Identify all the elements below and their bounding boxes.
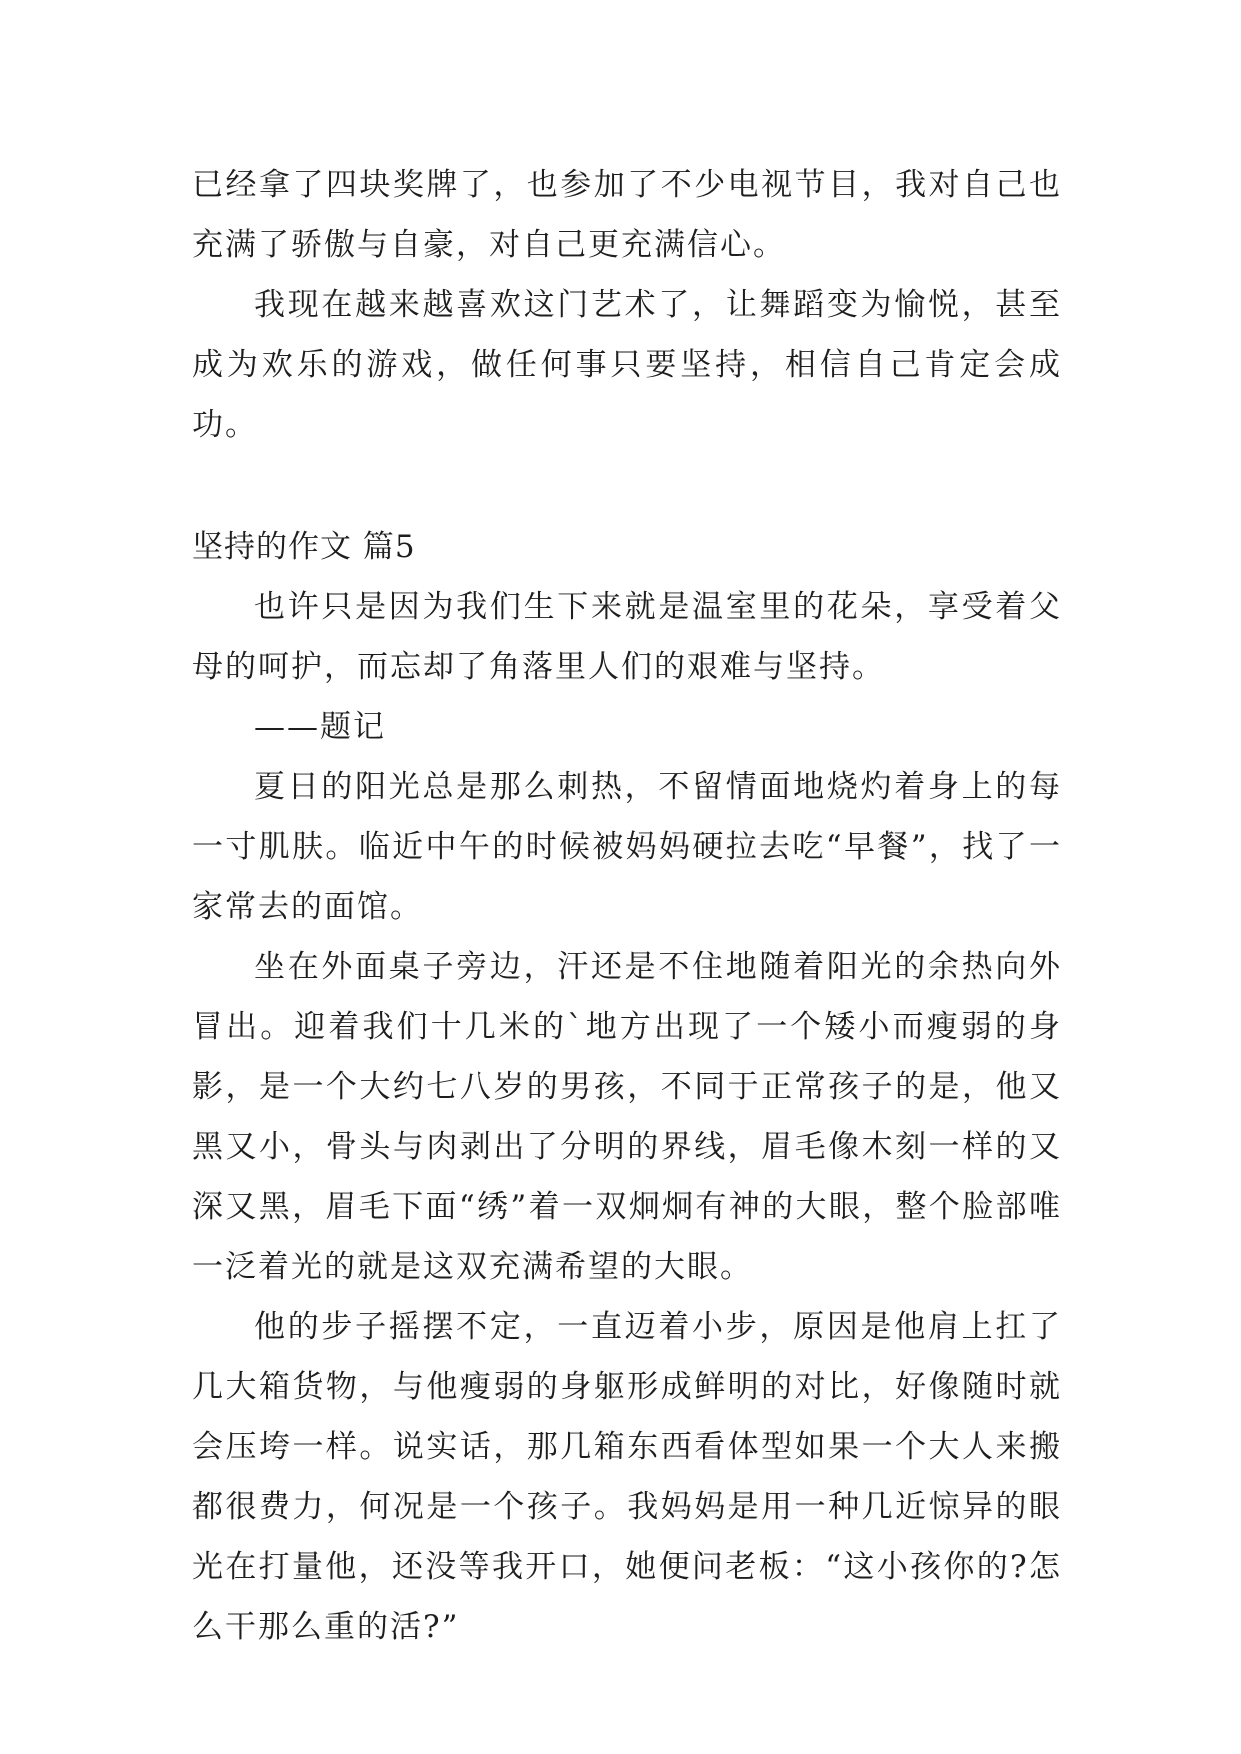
epigraph-note: ——题记 [254,709,386,745]
paragraph: 他的步子摇摆不定，一直迈着小步，原因是他肩上扛了几大箱货物，与他瘦弱的身躯形成鲜明的对比，好像随时就会压垮一样。说实话，那几箱东西看体型如果一个大人来搬都很费力，何况是一个孩子。我妈妈是用一种几近惊异的眼光在打量他，还没等我开口，她便问老板：“这小孩你的?怎么干那么重的活?” [192,1309,1062,1645]
paragraph: 夏日的阳光总是那么刺热，不留情面地烧灼着身上的每一寸肌肤。临近中午的时候被妈妈硬拉去吃“早餐”，找了一家常去的面馆。 [192,769,1062,925]
document-body [192,155,1062,1657]
paragraph: 已经拿了四块奖牌了，也参加了不少电视节目，我对自己也充满了骄傲与自豪，对自己更充满信心。 [192,167,1062,263]
paragraph: 也许只是因为我们生下来就是温室里的花朵，享受着父母的呵护，而忘却了角落里人们的艰难与坚持。 [192,589,1062,685]
paragraph: 坐在外面桌子旁边，汗还是不住地随着阳光的余热向外冒出。迎着我们十几米的`地方出现了一个矮小而瘦弱的身影，是一个大约七八岁的男孩，不同于正常孩子的是，他又黑又小，骨头与肉剥出了分明的界线，眉毛像木刻一样的又深又黑，眉毛下面“绣”着一双炯炯有神的大眼，整个脸部唯一泛着光的就是这双充满希望的大眼。 [192,949,1062,1285]
paragraph: 我现在越来越喜欢这门艺术了，让舞蹈变为愉悦，甚至成为欢乐的游戏，做任何事只要坚持，相信自己肯定会成功。 [192,287,1062,443]
section-title: 坚持的作文 篇5 [192,529,416,565]
